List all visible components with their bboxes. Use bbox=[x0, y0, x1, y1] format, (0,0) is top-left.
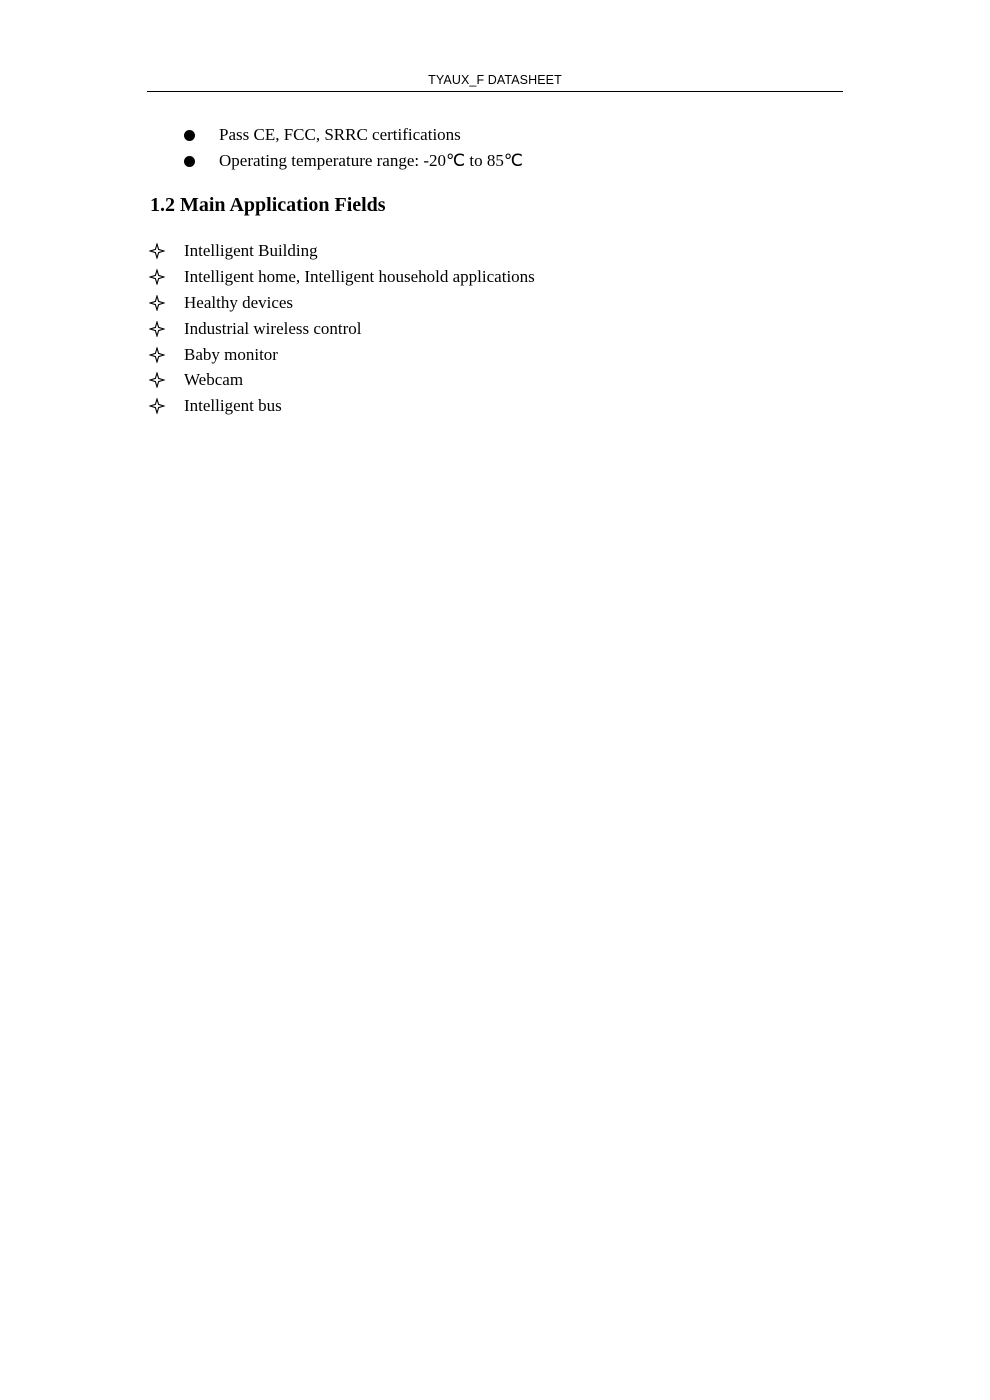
list-item bbox=[149, 316, 535, 342]
application-text: Intelligent bus bbox=[184, 396, 282, 416]
feature-text: Operating temperature range: -20℃ to 85℃ bbox=[219, 151, 523, 170]
list-item bbox=[149, 342, 535, 368]
list-item bbox=[180, 122, 523, 148]
application-text: Industrial wireless control bbox=[184, 318, 362, 338]
header-divider bbox=[147, 91, 843, 92]
application-text: Webcam bbox=[184, 370, 244, 390]
four-point-star-icon bbox=[149, 372, 165, 388]
feature-text: Pass CE, FCC, SRRC certifications bbox=[219, 125, 461, 144]
application-text: Healthy devices bbox=[184, 292, 294, 312]
four-point-star-icon bbox=[149, 347, 165, 363]
bullet-icon bbox=[184, 130, 195, 141]
four-point-star-icon bbox=[149, 398, 165, 414]
list-item bbox=[149, 264, 535, 290]
list-item bbox=[149, 238, 535, 264]
list-item bbox=[149, 393, 535, 419]
application-list bbox=[149, 238, 535, 419]
feature-list bbox=[180, 122, 523, 174]
section-heading: 1.2 Main Application Fields bbox=[150, 194, 386, 216]
list-item bbox=[149, 290, 535, 316]
list-item bbox=[180, 148, 523, 174]
application-text: Baby monitor bbox=[184, 344, 278, 364]
four-point-star-icon bbox=[149, 295, 165, 311]
four-point-star-icon bbox=[149, 269, 165, 285]
page-header-title: TYAUX_F DATASHEET bbox=[428, 73, 562, 87]
four-point-star-icon bbox=[149, 321, 165, 337]
application-text: Intelligent Building bbox=[184, 240, 318, 260]
list-item bbox=[149, 367, 535, 393]
application-text: Intelligent home, Intelligent household applications bbox=[184, 266, 535, 286]
bullet-icon bbox=[184, 156, 195, 167]
four-point-star-icon bbox=[149, 243, 165, 259]
